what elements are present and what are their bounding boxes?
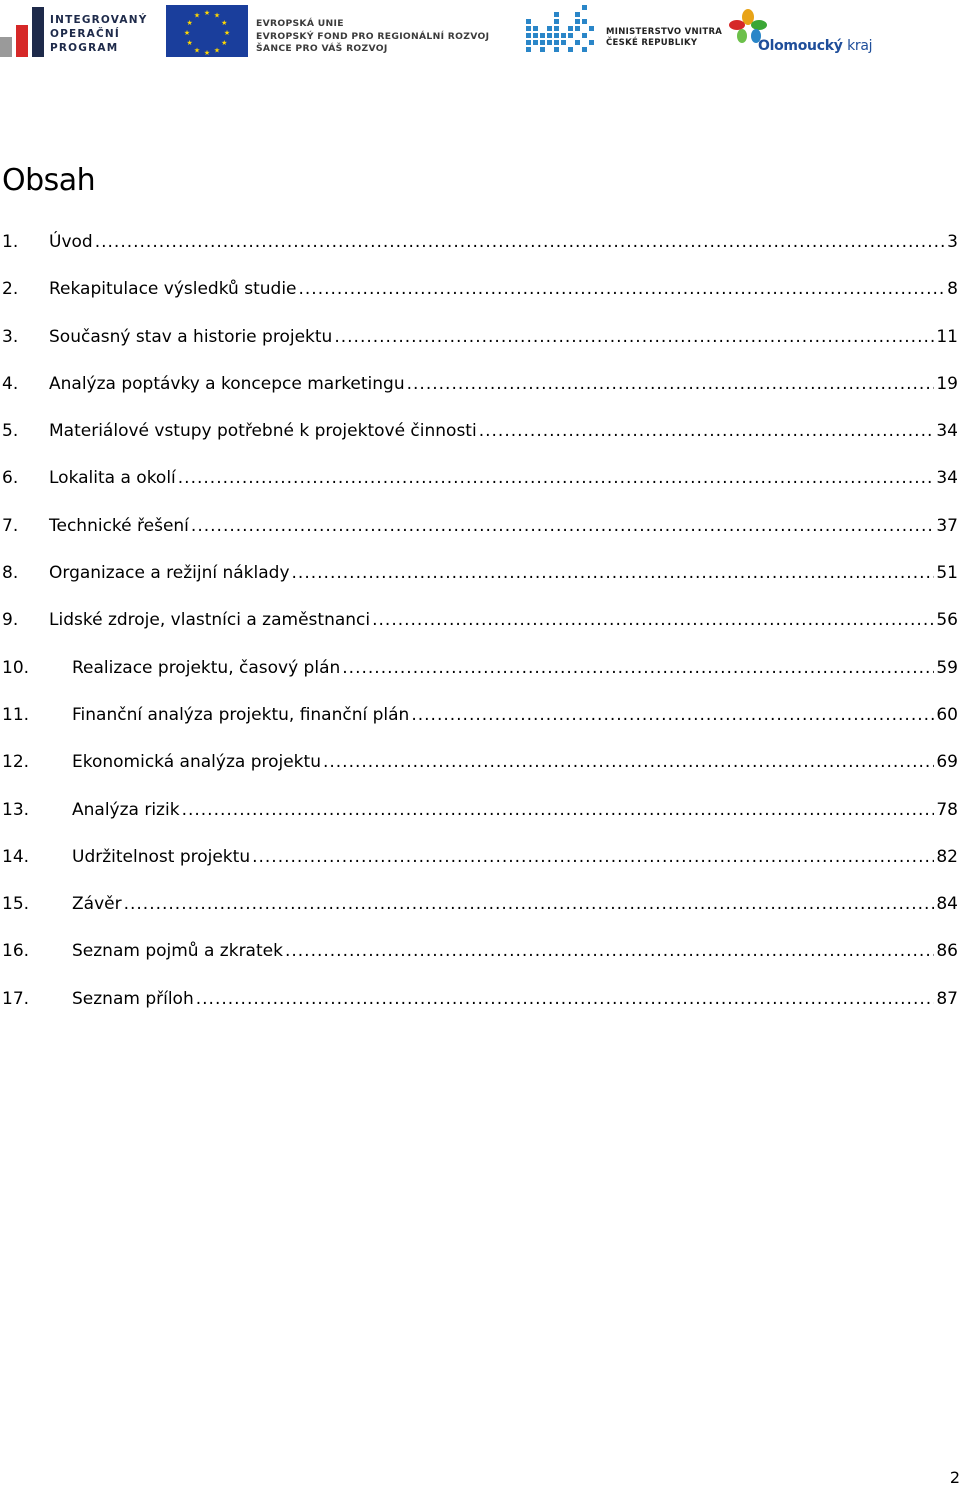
toc-entry-page: 56 [936,610,958,631]
toc-entry-page: 34 [936,468,958,489]
toc-entry[interactable] [0,788,958,835]
toc-entry-label: Seznam příloh [72,988,194,1009]
toc-entry-label: Lidské zdroje, vlastníci a zaměstnanci [49,610,371,631]
toc-entry[interactable] [0,409,958,456]
toc-entry-page: 82 [936,846,958,867]
iop-logo [0,5,150,59]
toc-entry[interactable] [0,362,958,409]
eu-flag-icon [166,5,248,57]
toc-entry-page: 11 [936,326,958,347]
toc-entry-number: 13. [2,799,30,820]
toc-entry-page: 8 [947,279,958,300]
toc-entry[interactable] [0,929,958,976]
toc-entry[interactable] [0,551,958,598]
page-number: 2 [949,1468,960,1487]
toc-entry-label: Analýza rizik [72,799,180,820]
toc-entry-label: Úvod [49,232,93,252]
svg-text:★: ★ [203,9,211,17]
toc-entry[interactable] [0,882,958,929]
toc-entry[interactable] [0,977,958,1024]
toc-entry-number: 2. [2,279,19,300]
toc-entry-number: 3. [2,326,19,347]
toc-dot-leader [411,705,934,725]
toc-dot-leader [285,941,934,961]
toc-entry[interactable] [0,315,958,362]
toc-entry-page: 59 [936,657,958,678]
toc-entry[interactable] [0,267,958,314]
toc-dot-leader [407,374,935,394]
toc-entry-page: 86 [936,941,958,962]
iop-logo-line: PROGRAM [50,42,119,54]
toc-entry[interactable] [0,835,958,882]
toc-entry-page: 84 [936,894,958,915]
toc-dot-leader [372,610,934,630]
toc-entry-number: 1. [2,232,19,252]
svg-text:★: ★ [221,39,228,47]
toc-entry-page: 3 [947,232,958,252]
toc-entry-label: Analýza poptávky a koncepce marketingu [49,373,405,394]
logo-header [0,0,960,64]
toc-entry-page: 87 [936,988,958,1009]
svg-text:★: ★ [193,46,201,55]
toc-entry-label: Současný stav a historie projektu [49,326,333,347]
iop-logo-text [50,13,148,55]
svg-text:★: ★ [203,49,211,57]
toc-entry[interactable] [0,693,958,740]
mv-logo [524,5,724,59]
toc-entry-number: 7. [2,515,19,536]
eu-logo-line: EVROPSKÝ FOND PRO REGIONÁLNÍ ROZVOJ [256,30,490,42]
toc-entry-page: 60 [936,704,958,725]
toc-dot-leader [479,421,935,441]
toc-entry-number: 11. [2,704,30,725]
toc-entry-page: 19 [936,373,958,394]
svg-text:★: ★ [186,39,193,47]
toc-dot-leader [334,327,934,347]
olomoucky-kraj-logo [728,8,888,58]
toc-entry-number: 6. [2,468,19,489]
iop-bars-icon [0,7,44,57]
toc-entry-label: Realizace projektu, časový plán [72,657,341,678]
toc-entry[interactable] [0,456,958,503]
toc-entry-number: 4. [2,373,19,394]
toc-entry-number: 14. [2,846,30,867]
toc-dot-leader [191,516,934,536]
toc-entry[interactable] [0,504,958,551]
mv-dot-matrix-icon [524,5,596,57]
toc-dot-leader [196,989,935,1009]
toc-dot-leader [342,658,934,678]
toc-entry-label: Závěr [72,894,122,915]
toc-entry-label: Rekapitulace výsledků studie [49,279,297,300]
toc-entry[interactable] [0,740,958,787]
toc-entry[interactable] [0,598,958,645]
toc-title: Obsah [2,163,96,198]
toc-entry-number: 10. [2,657,30,678]
toc-dot-leader [124,894,935,914]
toc-entry-page: 78 [936,799,958,820]
toc-entry-label: Udržitelnost projektu [72,846,251,867]
toc-entry-number: 16. [2,941,30,962]
mv-logo-text [606,27,722,49]
toc-dot-leader [182,800,935,820]
toc-entry-number: 15. [2,894,30,915]
toc-entry-label: Finanční analýza projektu, finanční plán [72,704,410,725]
table-of-contents [0,220,958,1024]
ok-logo-suffix: kraj [847,38,873,54]
toc-entry-label: Materiálové vstupy potřebné k projektové činnosti [49,421,477,442]
toc-entry-page: 34 [936,421,958,442]
toc-dot-leader [323,752,934,772]
toc-dot-leader [95,232,945,252]
toc-entry-label: Lokalita a okolí [49,468,176,489]
toc-entry-page: 69 [936,752,958,773]
toc-dot-leader [178,468,935,488]
toc-entry-label: Technické řešení [49,515,189,536]
svg-text:★: ★ [223,29,231,37]
svg-text:★: ★ [186,19,193,27]
toc-dot-leader [292,563,935,583]
eu-logo [166,5,496,59]
toc-entry-number: 9. [2,610,19,631]
toc-entry-label: Seznam pojmů a zkratek [72,941,283,962]
toc-dot-leader [252,847,934,867]
mv-logo-line: MINISTERSTVO VNITRA [606,27,723,37]
eu-logo-line: EVROPSKÁ UNIE [256,18,344,29]
toc-dot-leader [299,279,946,299]
toc-entry[interactable] [0,646,958,693]
svg-text:★: ★ [213,11,221,20]
toc-entry-number: 17. [2,988,30,1009]
eu-logo-text [256,18,489,56]
eu-logo-line: ŠANCE PRO VÁŠ ROZVOJ [256,43,388,54]
toc-entry-page: 37 [936,515,958,536]
iop-logo-line: OPERAČNÍ [50,28,121,40]
iop-logo-line: INTEGROVANÝ [50,14,148,26]
toc-entry-number: 12. [2,752,30,773]
svg-text:★: ★ [183,29,191,37]
toc-entry[interactable] [0,220,958,267]
toc-entry-number: 8. [2,563,19,584]
svg-text:★: ★ [213,46,221,55]
toc-entry-label: Ekonomická analýza projektu [72,752,321,773]
toc-entry-page: 51 [936,563,958,584]
mv-logo-line: ČESKÉ REPUBLIKY [606,38,698,48]
olomoucky-kraj-logo-text [758,38,872,54]
toc-entry-label: Organizace a režijní náklady [49,563,290,584]
svg-text:★: ★ [193,11,201,20]
svg-text:★: ★ [221,19,228,27]
toc-entry-number: 5. [2,421,19,442]
ok-logo-name: Olomoucký [758,38,843,54]
